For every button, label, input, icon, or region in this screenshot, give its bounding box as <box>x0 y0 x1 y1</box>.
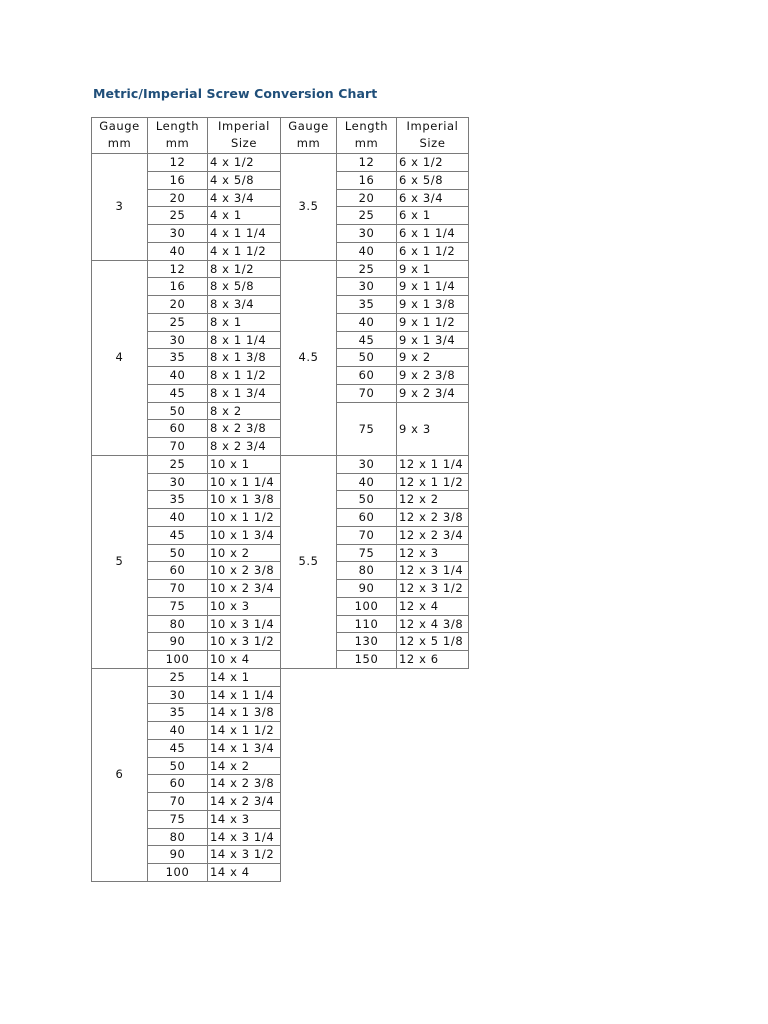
length-cell: 30 <box>336 277 397 296</box>
length-cell: 30 <box>147 473 208 491</box>
length-cell: 70 <box>336 526 397 545</box>
length-cell: 45 <box>147 384 208 403</box>
length-cell: 40 <box>147 366 208 385</box>
length-cell: 16 <box>147 171 208 190</box>
imperial-cell: 14 x 2 3/4 <box>207 792 281 811</box>
imperial-cell: 8 x 1 1/4 <box>207 331 281 349</box>
imperial-cell: 4 x 3/4 <box>207 189 281 207</box>
gauge-cell: 3 <box>91 153 148 261</box>
length-cell: 75 <box>147 810 208 829</box>
length-cell: 60 <box>147 561 208 580</box>
header-gauge <box>280 117 337 154</box>
length-cell: 50 <box>147 402 208 420</box>
imperial-cell: 14 x 1 3/4 <box>207 739 281 758</box>
header-gauge <box>91 117 148 154</box>
length-cell: 12 <box>147 153 208 172</box>
length-cell: 12 <box>336 153 397 172</box>
imperial-cell: 9 x 1 1/2 <box>396 313 469 332</box>
imperial-cell: 9 x 1 3/4 <box>396 331 469 349</box>
imperial-cell: 12 x 4 <box>396 597 469 616</box>
imperial-cell: 4 x 5/8 <box>207 171 281 190</box>
header-length-line: mm <box>354 136 379 150</box>
length-cell: 30 <box>336 455 397 474</box>
header-imperial <box>207 117 281 154</box>
imperial-cell: 4 x 1 <box>207 206 281 225</box>
length-cell: 90 <box>147 632 208 651</box>
length-cell: 80 <box>147 828 208 846</box>
length-cell: 70 <box>147 792 208 811</box>
imperial-cell: 14 x 1 1/4 <box>207 686 281 704</box>
length-cell: 110 <box>336 615 397 633</box>
header-length <box>336 117 397 154</box>
length-cell: 45 <box>336 331 397 349</box>
header-gauge-line: Gauge <box>288 119 329 133</box>
header-imperial-line: Imperial <box>218 119 270 133</box>
imperial-cell: 10 x 1 1/2 <box>207 508 281 527</box>
imperial-cell: 12 x 5 1/8 <box>396 632 469 651</box>
length-cell: 30 <box>147 686 208 704</box>
imperial-cell: 12 x 6 <box>396 650 469 669</box>
length-cell: 80 <box>147 615 208 633</box>
length-cell: 20 <box>147 295 208 314</box>
length-cell: 50 <box>147 757 208 775</box>
imperial-cell: 8 x 1 3/4 <box>207 384 281 403</box>
imperial-cell: 4 x 1/2 <box>207 153 281 172</box>
length-cell: 60 <box>147 774 208 793</box>
length-cell: 100 <box>147 650 208 669</box>
imperial-cell: 8 x 1 <box>207 313 281 332</box>
imperial-cell: 10 x 3 1/4 <box>207 615 281 633</box>
length-cell: 35 <box>147 490 208 509</box>
imperial-cell: 12 x 3 1/4 <box>396 561 469 580</box>
imperial-cell: 12 x 3 <box>396 544 469 562</box>
imperial-cell: 12 x 2 3/8 <box>396 508 469 527</box>
length-cell: 30 <box>147 331 208 349</box>
imperial-cell: 14 x 3 <box>207 810 281 829</box>
imperial-cell: 8 x 2 3/8 <box>207 419 281 438</box>
header-length <box>147 117 208 154</box>
imperial-cell: 14 x 2 3/8 <box>207 774 281 793</box>
header-imperial <box>396 117 469 154</box>
header-length-line: mm <box>165 136 190 150</box>
length-cell: 70 <box>147 437 208 456</box>
imperial-cell: 14 x 4 <box>207 863 281 882</box>
length-cell: 16 <box>336 171 397 190</box>
imperial-cell: 14 x 1 <box>207 668 281 687</box>
imperial-cell: 9 x 1 3/8 <box>396 295 469 314</box>
length-cell: 80 <box>336 561 397 580</box>
gauge-cell: 4 <box>91 260 148 456</box>
imperial-cell: 12 x 2 3/4 <box>396 526 469 545</box>
length-cell: 25 <box>147 668 208 687</box>
length-cell: 25 <box>147 313 208 332</box>
imperial-cell: 9 x 1 1/4 <box>396 277 469 296</box>
imperial-cell: 6 x 3/4 <box>396 189 469 207</box>
length-cell: 75 <box>336 544 397 562</box>
imperial-cell: 14 x 1 3/8 <box>207 703 281 722</box>
length-cell: 40 <box>336 473 397 491</box>
length-cell: 50 <box>336 490 397 509</box>
imperial-cell: 6 x 5/8 <box>396 171 469 190</box>
imperial-cell: 10 x 1 3/8 <box>207 490 281 509</box>
header-imperial-line: Imperial <box>406 119 459 133</box>
length-cell: 35 <box>147 348 208 367</box>
imperial-cell: 4 x 1 1/4 <box>207 224 281 243</box>
length-cell: 60 <box>336 366 397 385</box>
length-cell: 40 <box>336 242 397 261</box>
length-cell: 40 <box>147 242 208 261</box>
length-cell: 25 <box>147 206 208 225</box>
imperial-cell: 6 x 1 1/2 <box>396 242 469 261</box>
header-length-line: Length <box>344 119 389 133</box>
imperial-cell: 9 x 2 <box>396 348 469 367</box>
length-cell: 70 <box>147 579 208 598</box>
imperial-cell: 4 x 1 1/2 <box>207 242 281 261</box>
length-cell: 45 <box>147 739 208 758</box>
gauge-cell: 5 <box>91 455 148 669</box>
imperial-cell: 10 x 4 <box>207 650 281 669</box>
length-cell: 100 <box>147 863 208 882</box>
imperial-cell: 8 x 5/8 <box>207 277 281 296</box>
length-cell: 75 <box>336 402 397 456</box>
imperial-cell: 6 x 1/2 <box>396 153 469 172</box>
imperial-cell: 8 x 1 1/2 <box>207 366 281 385</box>
imperial-cell: 8 x 2 <box>207 402 281 420</box>
length-cell: 130 <box>336 632 397 651</box>
imperial-cell: 12 x 3 1/2 <box>396 579 469 598</box>
length-cell: 12 <box>147 260 208 278</box>
header-length-line: Length <box>155 119 200 133</box>
length-cell: 75 <box>147 597 208 616</box>
header-gauge-line: mm <box>107 136 132 150</box>
length-cell: 20 <box>336 189 397 207</box>
page-title: Metric/Imperial Screw Conversion Chart <box>93 86 378 101</box>
imperial-cell: 14 x 3 1/2 <box>207 845 281 864</box>
imperial-cell: 12 x 1 1/2 <box>396 473 469 491</box>
imperial-cell: 10 x 1 <box>207 455 281 474</box>
length-cell: 150 <box>336 650 397 669</box>
imperial-cell: 12 x 1 1/4 <box>396 455 469 474</box>
length-cell: 35 <box>147 703 208 722</box>
imperial-cell: 10 x 2 <box>207 544 281 562</box>
length-cell: 70 <box>336 384 397 403</box>
length-cell: 40 <box>336 313 397 332</box>
length-cell: 30 <box>336 224 397 243</box>
length-cell: 25 <box>147 455 208 474</box>
imperial-cell: 8 x 3/4 <box>207 295 281 314</box>
length-cell: 100 <box>336 597 397 616</box>
header-gauge-line: mm <box>296 136 321 150</box>
length-cell: 40 <box>147 508 208 527</box>
length-cell: 50 <box>147 544 208 562</box>
imperial-cell: 8 x 1/2 <box>207 260 281 278</box>
imperial-cell: 12 x 2 <box>396 490 469 509</box>
imperial-cell: 14 x 3 1/4 <box>207 828 281 846</box>
length-cell: 16 <box>147 277 208 296</box>
header-imperial-line: Size <box>419 136 446 150</box>
length-cell: 40 <box>147 721 208 740</box>
imperial-cell: 10 x 2 3/4 <box>207 579 281 598</box>
length-cell: 25 <box>336 260 397 278</box>
length-cell: 90 <box>147 845 208 864</box>
length-cell: 35 <box>336 295 397 314</box>
length-cell: 30 <box>147 224 208 243</box>
length-cell: 25 <box>336 206 397 225</box>
imperial-cell: 9 x 3 <box>396 402 469 456</box>
imperial-cell: 12 x 4 3/8 <box>396 615 469 633</box>
imperial-cell: 8 x 1 3/8 <box>207 348 281 367</box>
imperial-cell: 10 x 1 3/4 <box>207 526 281 545</box>
header-gauge-line: Gauge <box>99 119 140 133</box>
length-cell: 60 <box>336 508 397 527</box>
imperial-cell: 14 x 2 <box>207 757 281 775</box>
imperial-cell: 10 x 3 1/2 <box>207 632 281 651</box>
gauge-cell: 3.5 <box>280 153 337 261</box>
gauge-cell: 6 <box>91 668 148 882</box>
imperial-cell: 9 x 1 <box>396 260 469 278</box>
imperial-cell: 9 x 2 3/8 <box>396 366 469 385</box>
imperial-cell: 10 x 1 1/4 <box>207 473 281 491</box>
imperial-cell: 14 x 1 1/2 <box>207 721 281 740</box>
length-cell: 45 <box>147 526 208 545</box>
imperial-cell: 6 x 1 1/4 <box>396 224 469 243</box>
imperial-cell: 10 x 3 <box>207 597 281 616</box>
length-cell: 20 <box>147 189 208 207</box>
length-cell: 50 <box>336 348 397 367</box>
imperial-cell: 10 x 2 3/8 <box>207 561 281 580</box>
gauge-cell: 4.5 <box>280 260 337 456</box>
imperial-cell: 9 x 2 3/4 <box>396 384 469 403</box>
gauge-cell: 5.5 <box>280 455 337 669</box>
imperial-cell: 6 x 1 <box>396 206 469 225</box>
length-cell: 60 <box>147 419 208 438</box>
length-cell: 90 <box>336 579 397 598</box>
header-imperial-line: Size <box>230 136 257 150</box>
imperial-cell: 8 x 2 3/4 <box>207 437 281 456</box>
